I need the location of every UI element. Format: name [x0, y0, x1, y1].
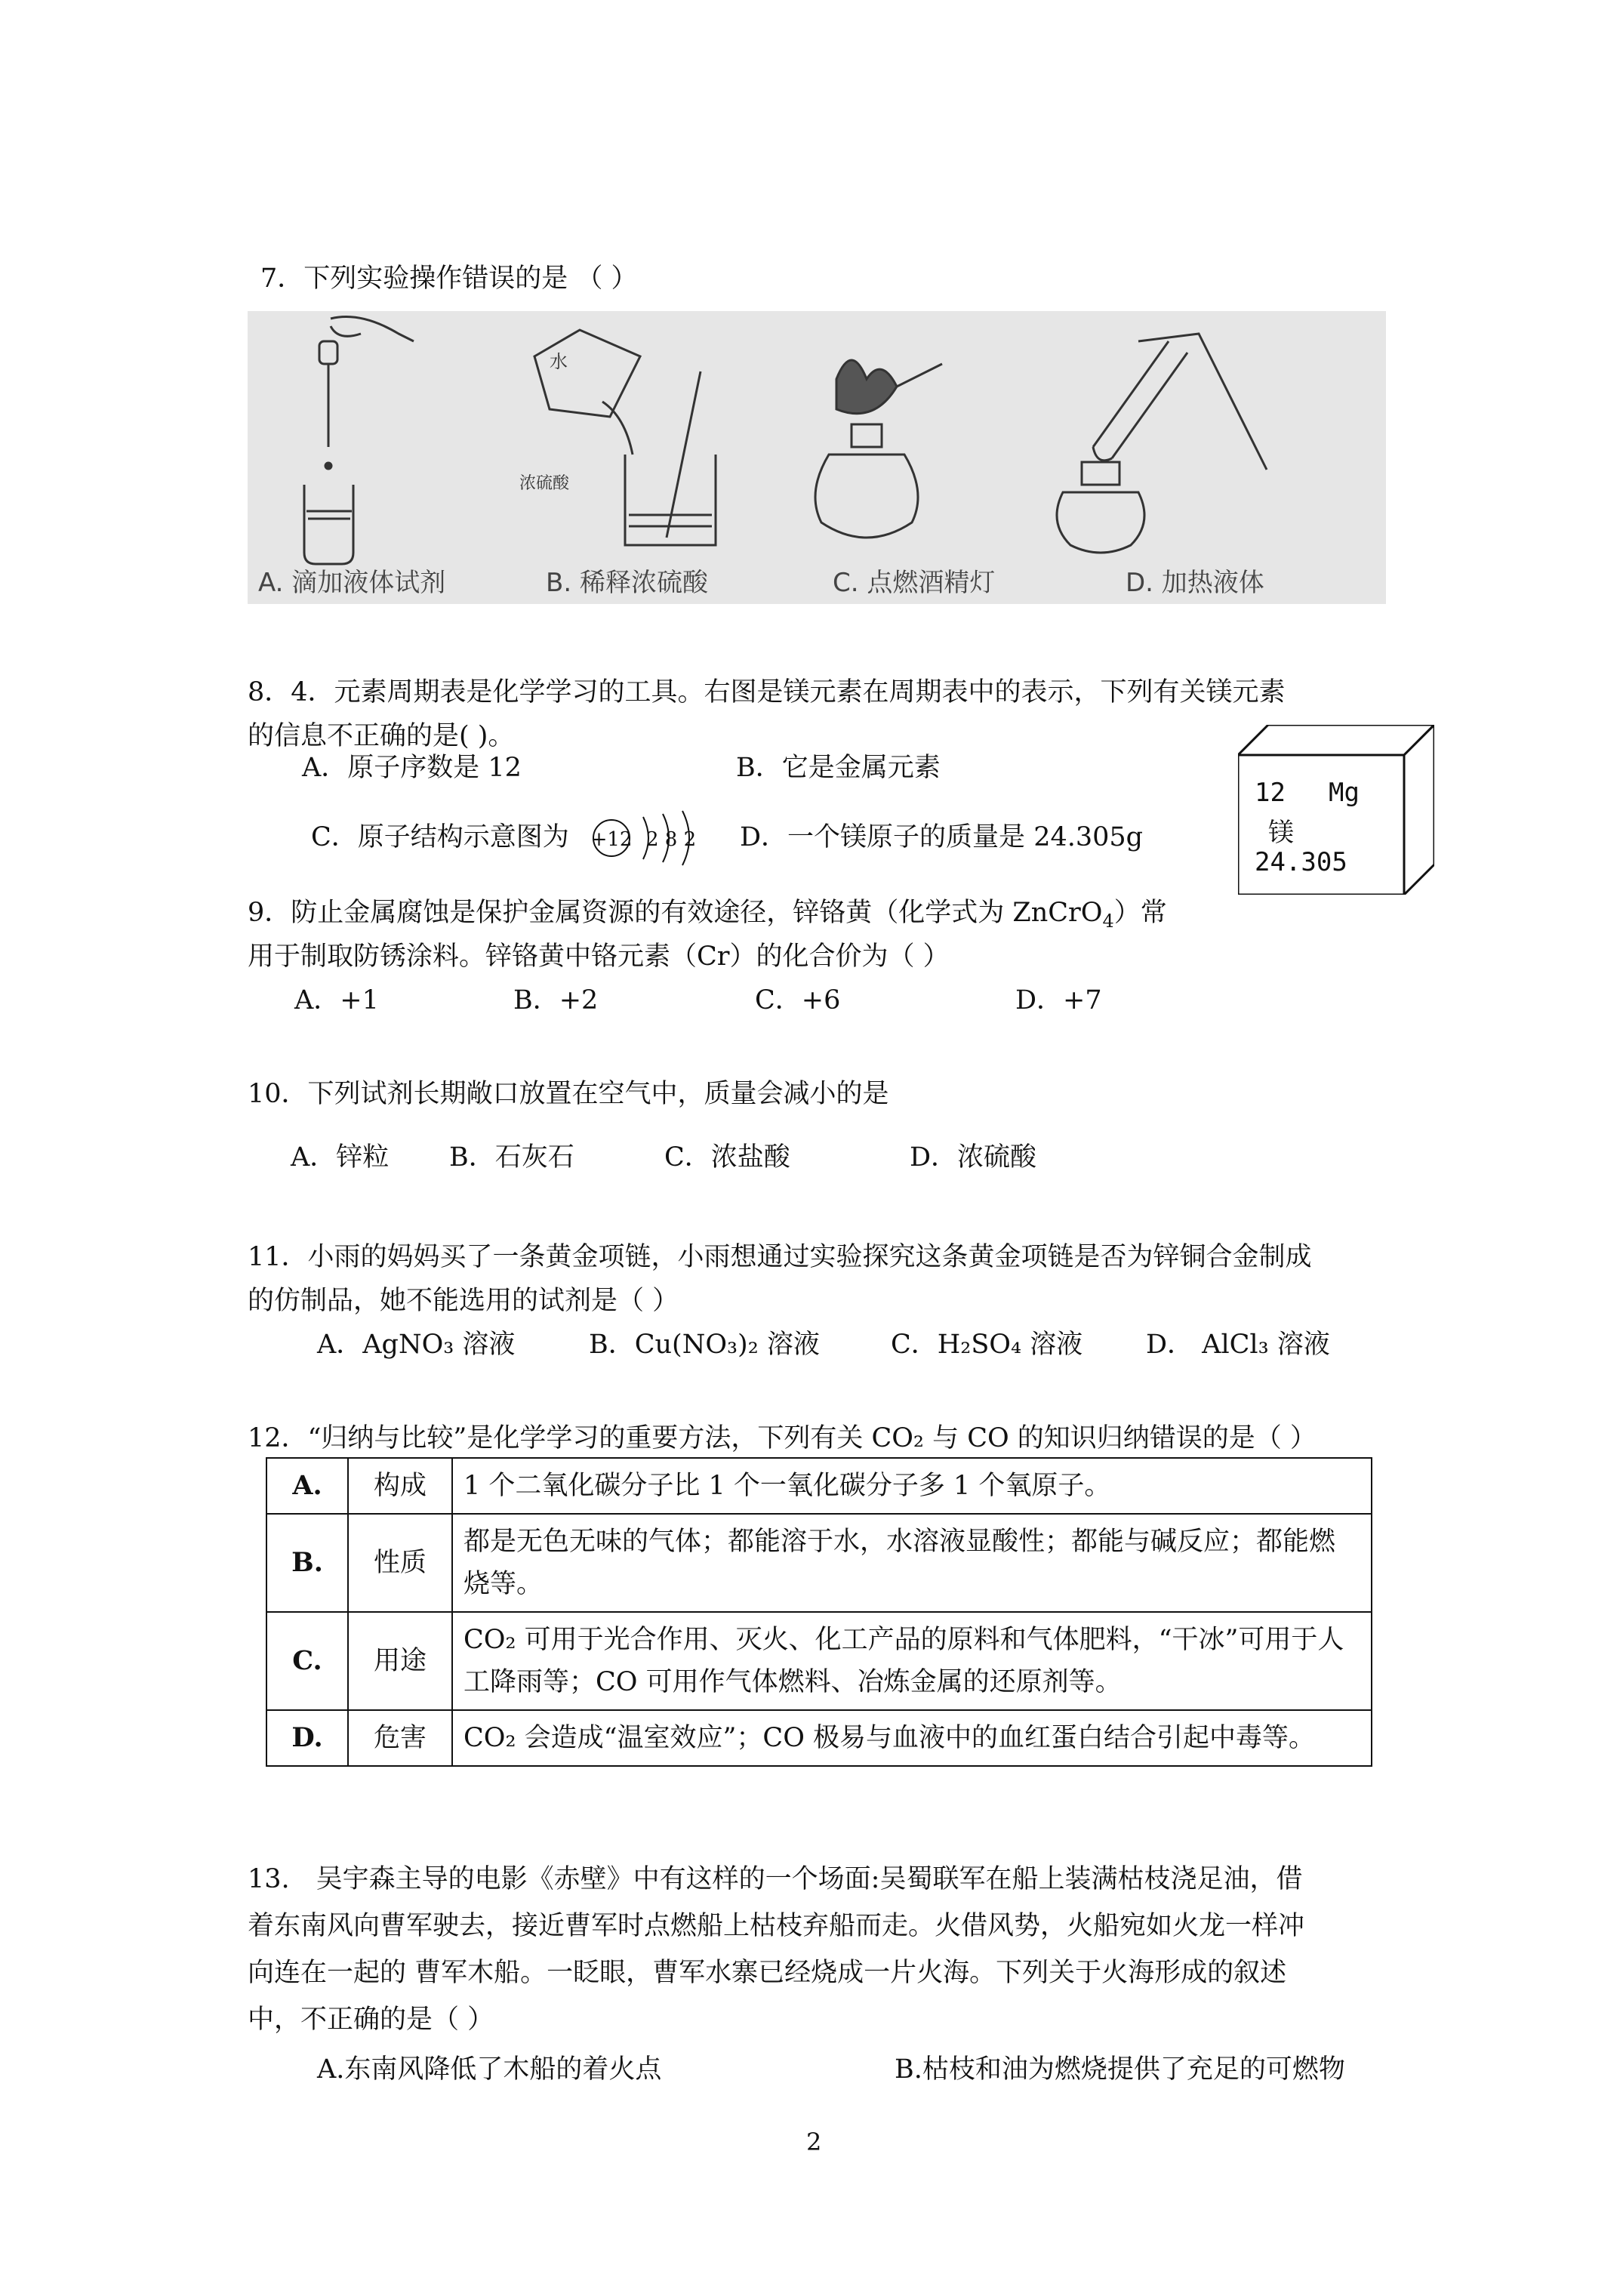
q9-option-d: D．+7: [1015, 985, 1102, 1015]
q12-stem: 12．“归纳与比较”是化学学习的重要方法，下列有关 CO₂ 与 CO 的知识归纳错误的是（ ）: [248, 1423, 1317, 1453]
q13-option-a: A.东南风降低了木船的着火点: [317, 2054, 662, 2085]
q13-stem-line3: 向连在一起的 曹军木船。一眨眼，曹军水寨已经烧成一片火海。下列关于火海形成的叙述: [248, 1958, 1287, 1988]
q8-stem-line2: 的信息不正确的是( )。: [248, 721, 515, 751]
row-text: 1 个二氧化碳分子比 1 个一氧化碳分子多 1 个氧原子。: [452, 1458, 1372, 1514]
label-acid: 浓硫酸: [519, 474, 570, 493]
q9-option-b: B．+2: [513, 985, 599, 1015]
atom-structure-diagram: [589, 808, 710, 868]
q9-stem-line2: 用于制取防锈涂料。锌铬黄中铬元素（Cr）的化合价为（ ）: [248, 942, 950, 972]
table-row: [266, 1514, 1372, 1612]
row-text: 都是无色无味的气体；都能溶于水，水溶液显酸性；都能与碱反应；都能燃烧等。: [452, 1514, 1372, 1612]
lab-operations-illustration: [248, 311, 1386, 604]
row-key: A.: [266, 1458, 348, 1514]
q7-stem: 7．下列实验操作错误的是 （ ）: [260, 264, 638, 294]
q13-stem-line1: 13. 吴宇森主导的电影《赤壁》中有这样的一个场面:吴蜀联军在船上装满枯枝浇足油，借: [248, 1864, 1303, 1894]
caption-d: D. 加热液体: [1126, 568, 1264, 598]
nucleus-charge: +12: [590, 828, 633, 851]
mg-element-card: [1238, 725, 1434, 895]
row-key: C.: [266, 1612, 348, 1710]
q8-stem-line1: 8．4．元素周期表是化学学习的工具。右图是镁元素在周期表中的表示，下列有关镁元素: [248, 677, 1286, 707]
mg-atomic-number: 12: [1255, 778, 1286, 808]
electron-shells: 2 8 2: [646, 828, 697, 851]
q7-figure: [248, 311, 1386, 604]
mg-name: 镁: [1268, 818, 1294, 848]
q9-stem-part2: ）常: [1113, 898, 1167, 928]
caption-a: A. 滴加液体试剂: [258, 568, 446, 598]
q11-option-c: C．H₂SO₄ 溶液: [891, 1330, 1083, 1360]
table-row: [266, 1612, 1372, 1710]
co2-co-comparison-table: [266, 1457, 1372, 1767]
row-topic: 用途: [348, 1612, 452, 1710]
row-text: CO₂ 会造成“温室效应”；CO 极易与血液中的血红蛋白结合引起中毒等。: [452, 1710, 1372, 1766]
row-topic: 性质: [348, 1514, 452, 1612]
q11-stem-line1: 11．小雨的妈妈买了一条黄金项链，小雨想通过实验探究这条黄金项链是否为锌铜合金制成: [248, 1242, 1312, 1272]
caption-b: B. 稀释浓硫酸: [546, 568, 708, 598]
q11-option-d: D． AlCl₃ 溶液: [1146, 1330, 1330, 1360]
row-topic: 构成: [348, 1458, 452, 1514]
mg-atomic-mass: 24.305: [1255, 847, 1347, 877]
row-text: CO₂ 可用于光合作用、灭火、化工产品的原料和气体肥料，“干冰”可用于人工降雨等；CO 可用作气体燃料、冶炼金属的还原剂等。: [452, 1612, 1372, 1710]
q13-option-b: B.枯枝和油为燃烧提供了充足的可燃物: [895, 2054, 1345, 2085]
table-row: [266, 1710, 1372, 1766]
q13-stem-line4: 中，不正确的是（ ）: [248, 2005, 494, 2035]
mg-symbol: Mg: [1329, 778, 1360, 808]
page-number: 2: [806, 2128, 822, 2156]
q11-option-b: B．Cu(NO₃)₂ 溶液: [589, 1330, 820, 1360]
q9-option-a: A．+1: [294, 985, 379, 1015]
heat-tube-drawing: [1057, 334, 1267, 553]
table-row: [266, 1458, 1372, 1514]
q9-stem-part1: 9．防止金属腐蚀是保护金属资源的有效途径，锌铬黄（化学式为 ZnCrO: [248, 898, 1103, 928]
q9-option-c: C．+6: [755, 985, 841, 1015]
q10-stem: 10．下列试剂长期敞口放置在空气中，质量会减小的是: [248, 1079, 889, 1109]
q11-stem-line2: 的仿制品，她不能选用的试剂是（ ）: [248, 1286, 679, 1316]
q10-option-d: D．浓硫酸: [910, 1142, 1037, 1173]
q8-option-b: B．它是金属元素: [736, 753, 941, 783]
q8-option-a: A．原子序数是 12: [302, 753, 522, 783]
q10-option-c: C．浓盐酸: [664, 1142, 790, 1173]
q8-option-c: C．原子结构示意图为: [311, 822, 569, 852]
q13-stem-line2: 着东南风向曹军驶去，接近曹军时点燃船上枯枝弃船而走。火借风势，火船宛如火龙一样冲: [248, 1911, 1305, 1941]
q10-option-b: B．石灰石: [449, 1142, 574, 1173]
row-key: D.: [266, 1710, 348, 1766]
row-topic: 危害: [348, 1710, 452, 1766]
q10-option-a: A．锌粒: [291, 1142, 390, 1173]
q8-option-d: D．一个镁原子的质量是 24.305g: [740, 822, 1144, 852]
q9-subscript: 4: [1102, 911, 1114, 932]
row-key: B.: [266, 1514, 348, 1612]
dropper-beaker-drawing: [304, 317, 414, 565]
alcohol-lamp-drawing: [815, 360, 942, 538]
q11-option-a: A．AgNO₃ 溶液: [317, 1330, 516, 1360]
label-water: 水: [550, 351, 568, 372]
caption-c: C. 点燃酒精灯: [833, 568, 996, 598]
